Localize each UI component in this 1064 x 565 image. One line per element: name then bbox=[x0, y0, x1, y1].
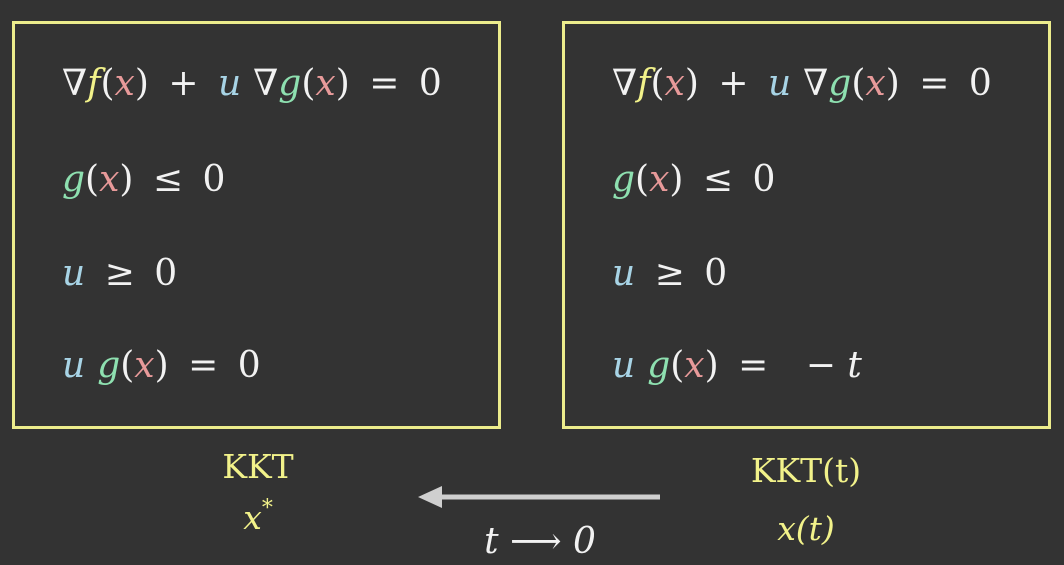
u-symbol: u bbox=[767, 63, 792, 104]
paren: ) bbox=[684, 63, 699, 104]
nabla-symbol: ∇ bbox=[612, 63, 638, 104]
g-symbol: g bbox=[62, 159, 86, 200]
paren: ( bbox=[635, 159, 650, 200]
nabla-symbol: ∇ bbox=[253, 63, 279, 104]
t-limit-caption bbox=[440, 521, 640, 562]
paren: ) bbox=[704, 345, 719, 386]
paren: ( bbox=[100, 63, 115, 104]
x-symbol: x bbox=[664, 63, 685, 104]
left-arrow-icon bbox=[416, 482, 664, 512]
central-path-solution-label bbox=[726, 509, 886, 548]
dual-feasibility-equation bbox=[612, 253, 728, 294]
x-t-text: x(t) bbox=[777, 509, 835, 548]
u-symbol: u bbox=[217, 63, 242, 104]
paren: ) bbox=[134, 63, 149, 104]
g-symbol: g bbox=[647, 345, 671, 386]
x-symbol: x bbox=[315, 63, 336, 104]
geq-operator: ≥ bbox=[654, 253, 685, 294]
g-symbol: g bbox=[278, 63, 302, 104]
paren: ( bbox=[851, 63, 866, 104]
f-symbol: f bbox=[87, 63, 101, 104]
dual-feasibility-equation bbox=[62, 253, 178, 294]
g-symbol: g bbox=[828, 63, 852, 104]
x-symbol: x bbox=[134, 345, 155, 386]
zero: 0 bbox=[418, 63, 442, 104]
geq-operator: ≥ bbox=[104, 253, 135, 294]
paren: ) bbox=[669, 159, 684, 200]
equals-operator: = bbox=[188, 345, 219, 386]
f-symbol: f bbox=[637, 63, 651, 104]
paren: ( bbox=[301, 63, 316, 104]
u-symbol: u bbox=[612, 253, 636, 294]
perturbed-complementary-slackness-equation bbox=[612, 345, 862, 386]
complementary-slackness-equation bbox=[62, 345, 261, 386]
u-symbol: u bbox=[612, 345, 636, 386]
nabla-symbol: ∇ bbox=[803, 63, 829, 104]
kkt-t-conditions-box bbox=[562, 21, 1051, 429]
rhs-value: 0 bbox=[237, 345, 261, 386]
plus-operator: + bbox=[168, 63, 199, 104]
zero: 0 bbox=[154, 253, 178, 294]
stationarity-equation bbox=[62, 63, 442, 104]
stationarity-equation bbox=[612, 63, 992, 104]
x-symbol: x bbox=[684, 345, 705, 386]
paren: ( bbox=[650, 63, 665, 104]
optimal-solution-label bbox=[198, 496, 318, 537]
paren: ) bbox=[119, 159, 134, 200]
primal-feasibility-equation bbox=[62, 159, 226, 200]
paren: ) bbox=[154, 345, 169, 386]
kkt-label: KKT bbox=[222, 447, 294, 486]
paren: ( bbox=[670, 345, 685, 386]
paren: ( bbox=[85, 159, 100, 200]
u-symbol: u bbox=[62, 345, 86, 386]
equals-operator: = bbox=[919, 63, 950, 104]
u-symbol: u bbox=[62, 253, 86, 294]
nabla-symbol: ∇ bbox=[62, 63, 88, 104]
paren: ) bbox=[335, 63, 350, 104]
primal-feasibility-equation bbox=[612, 159, 776, 200]
zero: 0 bbox=[704, 253, 728, 294]
leq-operator: ≤ bbox=[152, 159, 184, 200]
x-symbol: x bbox=[649, 159, 670, 200]
arrow-head bbox=[418, 486, 442, 508]
x-star-base: x bbox=[243, 498, 262, 537]
t-limit-text: t ⟶ 0 bbox=[484, 521, 596, 562]
rhs-value: − t bbox=[805, 345, 862, 386]
x-symbol: x bbox=[99, 159, 120, 200]
plus-operator: + bbox=[718, 63, 749, 104]
equals-operator: = bbox=[738, 345, 769, 386]
x-symbol: x bbox=[865, 63, 886, 104]
zero: 0 bbox=[752, 159, 776, 200]
g-symbol: g bbox=[612, 159, 636, 200]
zero: 0 bbox=[202, 159, 226, 200]
leq-operator: ≤ bbox=[702, 159, 734, 200]
kkt-conditions-box bbox=[12, 21, 501, 429]
equals-operator: = bbox=[369, 63, 400, 104]
paren: ( bbox=[120, 345, 135, 386]
g-symbol: g bbox=[97, 345, 121, 386]
x-star-superscript: * bbox=[261, 496, 273, 521]
x-symbol: x bbox=[114, 63, 135, 104]
zero: 0 bbox=[968, 63, 992, 104]
kkt-t-label: KKT(t) bbox=[750, 451, 862, 490]
paren: ) bbox=[885, 63, 900, 104]
